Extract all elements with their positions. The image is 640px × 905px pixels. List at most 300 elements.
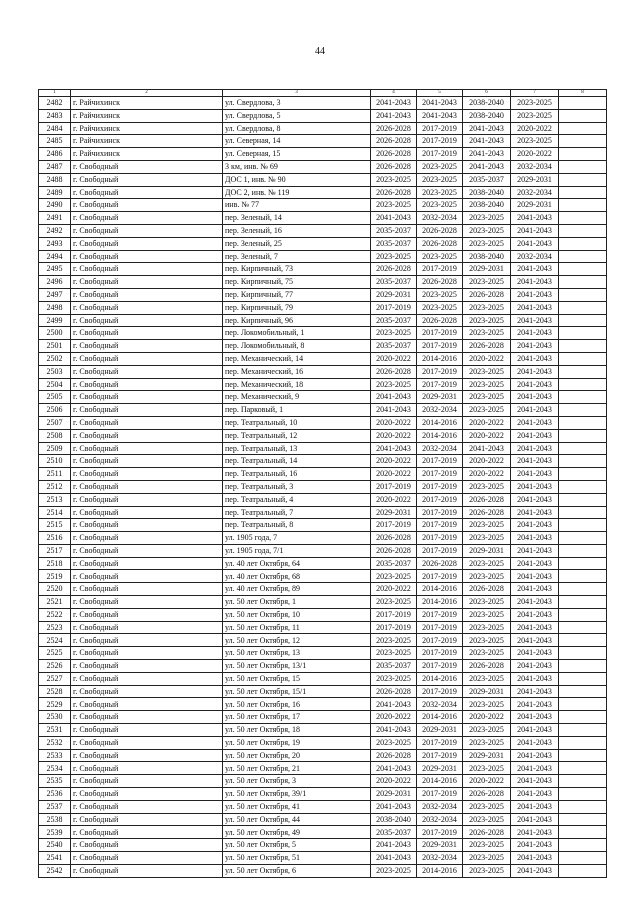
period-col7-cell: 2041-2043 <box>511 634 559 647</box>
period-col6-cell: 2020-2022 <box>463 416 511 429</box>
row-number-cell: 2525 <box>39 647 71 660</box>
table-row <box>39 301 607 314</box>
settlement-cell: г. Свободный <box>71 250 223 263</box>
period-col5-cell: 2017-2019 <box>417 122 463 135</box>
period-col5-cell: 2017-2019 <box>417 621 463 634</box>
settlement-cell: г. Свободный <box>71 327 223 340</box>
row-number-cell: 2482 <box>39 97 71 110</box>
period-col6-cell: 2029-2031 <box>463 685 511 698</box>
period-col7-cell: 2020-2022 <box>511 122 559 135</box>
period-col5-cell: 2023-2025 <box>417 250 463 263</box>
row-number-cell: 2530 <box>39 711 71 724</box>
period-col5-cell: 2032-2034 <box>417 698 463 711</box>
period-col5-cell: 2029-2031 <box>417 762 463 775</box>
period-col5-cell: 2017-2019 <box>417 480 463 493</box>
address-cell: ул. 50 лет Октября, 5 <box>223 839 371 852</box>
period-col7-cell: 2041-2043 <box>511 340 559 353</box>
row-number-cell: 2538 <box>39 813 71 826</box>
period-col7-cell: 2041-2043 <box>511 852 559 865</box>
row-number-cell: 2518 <box>39 557 71 570</box>
note-col8-cell <box>559 724 607 737</box>
period-col4-cell: 2026-2028 <box>371 135 417 148</box>
row-number-cell: 2512 <box>39 480 71 493</box>
table-row <box>39 135 607 148</box>
period-col4-cell: 2029-2031 <box>371 288 417 301</box>
row-number-cell: 2503 <box>39 365 71 378</box>
note-col8-cell <box>559 237 607 250</box>
note-col8-cell <box>559 212 607 225</box>
period-col6-cell: 2026-2028 <box>463 288 511 301</box>
period-col6-cell: 2020-2022 <box>463 711 511 724</box>
period-col5-cell: 2029-2031 <box>417 391 463 404</box>
table-row <box>39 506 607 519</box>
row-number-cell: 2541 <box>39 852 71 865</box>
note-col8-cell <box>559 762 607 775</box>
table-row <box>39 711 607 724</box>
address-cell: пер. Кирпичный, 75 <box>223 276 371 289</box>
address-cell: пер. Локомобильный, 8 <box>223 340 371 353</box>
table-row <box>39 404 607 417</box>
settlement-cell: г. Свободный <box>71 608 223 621</box>
row-number-cell: 2542 <box>39 864 71 877</box>
row-number-cell: 2515 <box>39 519 71 532</box>
period-col6-cell: 2023-2025 <box>463 621 511 634</box>
period-col4-cell: 2041-2043 <box>371 852 417 865</box>
period-col5-cell: 2041-2043 <box>417 97 463 110</box>
settlement-cell: г. Свободный <box>71 698 223 711</box>
period-col4-cell: 2026-2028 <box>371 186 417 199</box>
table-row <box>39 826 607 839</box>
period-col7-cell: 2041-2043 <box>511 468 559 481</box>
period-col5-cell: 2032-2034 <box>417 852 463 865</box>
table-row <box>39 352 607 365</box>
row-number-cell: 2523 <box>39 621 71 634</box>
address-cell: пер. Театральный, 3 <box>223 480 371 493</box>
period-col7-cell: 2041-2043 <box>511 276 559 289</box>
period-col5-cell: 2029-2031 <box>417 839 463 852</box>
period-col6-cell: 2023-2025 <box>463 736 511 749</box>
settlement-cell: г. Свободный <box>71 634 223 647</box>
row-number-cell: 2492 <box>39 224 71 237</box>
address-cell: пер. Локомобильный, 1 <box>223 327 371 340</box>
period-col6-cell: 2026-2028 <box>463 340 511 353</box>
table-row <box>39 685 607 698</box>
note-col8-cell <box>559 852 607 865</box>
settlement-cell: г. Свободный <box>71 263 223 276</box>
address-cell: ул. Свердлова, 8 <box>223 122 371 135</box>
period-col7-cell: 2041-2043 <box>511 570 559 583</box>
period-col7-cell: 2041-2043 <box>511 544 559 557</box>
note-col8-cell <box>559 224 607 237</box>
note-col8-cell <box>559 493 607 506</box>
period-col7-cell: 2041-2043 <box>511 365 559 378</box>
row-number-cell: 2517 <box>39 544 71 557</box>
period-col6-cell: 2023-2025 <box>463 813 511 826</box>
period-col4-cell: 2023-2025 <box>371 596 417 609</box>
note-col8-cell <box>559 429 607 442</box>
period-col5-cell: 2017-2019 <box>417 608 463 621</box>
note-col8-cell <box>559 570 607 583</box>
note-col8-cell <box>559 455 607 468</box>
period-col7-cell: 2023-2025 <box>511 97 559 110</box>
note-col8-cell <box>559 557 607 570</box>
settlement-cell: г. Свободный <box>71 621 223 634</box>
settlement-cell: г. Свободный <box>71 557 223 570</box>
note-col8-cell <box>559 660 607 673</box>
note-col8-cell <box>559 698 607 711</box>
period-col5-cell: 2026-2028 <box>417 224 463 237</box>
period-col4-cell: 2023-2025 <box>371 250 417 263</box>
table-row <box>39 416 607 429</box>
period-col5-cell: 2014-2016 <box>417 416 463 429</box>
table-row <box>39 237 607 250</box>
note-col8-cell <box>559 186 607 199</box>
period-col7-cell: 2041-2043 <box>511 493 559 506</box>
period-col4-cell: 2023-2025 <box>371 736 417 749</box>
row-number-cell: 2504 <box>39 378 71 391</box>
period-col5-cell: 2032-2034 <box>417 442 463 455</box>
table-row <box>39 544 607 557</box>
period-col4-cell: 2017-2019 <box>371 621 417 634</box>
period-col6-cell: 2041-2043 <box>463 160 511 173</box>
address-cell: ул. 50 лет Октября, 12 <box>223 634 371 647</box>
period-col7-cell: 2041-2043 <box>511 391 559 404</box>
address-cell: пер. Механический, 9 <box>223 391 371 404</box>
settlement-cell: г. Свободный <box>71 199 223 212</box>
period-col6-cell: 2023-2025 <box>463 404 511 417</box>
row-number-cell: 2529 <box>39 698 71 711</box>
period-col7-cell: 2041-2043 <box>511 212 559 225</box>
table-row <box>39 800 607 813</box>
table-row <box>39 327 607 340</box>
period-col7-cell: 2041-2043 <box>511 775 559 788</box>
period-col4-cell: 2038-2040 <box>371 813 417 826</box>
period-col4-cell: 2035-2037 <box>371 224 417 237</box>
note-col8-cell <box>559 416 607 429</box>
table-row <box>39 698 607 711</box>
period-col5-cell: 2017-2019 <box>417 468 463 481</box>
table-row <box>39 263 607 276</box>
address-cell: пер. Кирпичный, 77 <box>223 288 371 301</box>
table-row <box>39 608 607 621</box>
period-col6-cell: 2023-2025 <box>463 276 511 289</box>
period-col5-cell: 2017-2019 <box>417 365 463 378</box>
settlement-cell: г. Свободный <box>71 685 223 698</box>
period-col4-cell: 2017-2019 <box>371 608 417 621</box>
period-col5-cell: 2017-2019 <box>417 263 463 276</box>
period-col6-cell: 2020-2022 <box>463 455 511 468</box>
period-col5-cell: 2014-2016 <box>417 583 463 596</box>
note-col8-cell <box>559 148 607 161</box>
note-col8-cell <box>559 340 607 353</box>
period-col6-cell: 2020-2022 <box>463 429 511 442</box>
row-number-cell: 2488 <box>39 173 71 186</box>
table-row <box>39 532 607 545</box>
period-col5-cell: 2014-2016 <box>417 864 463 877</box>
period-col6-cell: 2035-2037 <box>463 173 511 186</box>
period-col7-cell: 2041-2043 <box>511 621 559 634</box>
table-row <box>39 109 607 122</box>
row-number-cell: 2528 <box>39 685 71 698</box>
column-number: 6 <box>463 90 511 97</box>
address-cell: ул. Свердлова, 3 <box>223 97 371 110</box>
note-col8-cell <box>559 788 607 801</box>
period-col5-cell: 2017-2019 <box>417 340 463 353</box>
period-col5-cell: 2017-2019 <box>417 736 463 749</box>
period-col4-cell: 2035-2037 <box>371 660 417 673</box>
period-col4-cell: 2023-2025 <box>371 570 417 583</box>
period-col7-cell: 2041-2043 <box>511 660 559 673</box>
period-col5-cell: 2017-2019 <box>417 506 463 519</box>
period-col4-cell: 2035-2037 <box>371 237 417 250</box>
address-cell: ул. 50 лет Октября, 16 <box>223 698 371 711</box>
address-cell: ул. Северная, 14 <box>223 135 371 148</box>
table-row <box>39 314 607 327</box>
row-number-cell: 2484 <box>39 122 71 135</box>
note-col8-cell <box>559 506 607 519</box>
row-number-cell: 2491 <box>39 212 71 225</box>
settlement-cell: г. Свободный <box>71 288 223 301</box>
table-row <box>39 736 607 749</box>
row-number-cell: 2486 <box>39 148 71 161</box>
period-col4-cell: 2023-2025 <box>371 327 417 340</box>
period-col5-cell: 2032-2034 <box>417 404 463 417</box>
address-cell: пер. Механический, 16 <box>223 365 371 378</box>
table-row <box>39 212 607 225</box>
settlement-cell: г. Свободный <box>71 352 223 365</box>
table-row <box>39 442 607 455</box>
table-row <box>39 288 607 301</box>
period-col6-cell: 2029-2031 <box>463 544 511 557</box>
period-col7-cell: 2041-2043 <box>511 532 559 545</box>
settlement-cell: г. Свободный <box>71 826 223 839</box>
address-cell: пер. Театральный, 4 <box>223 493 371 506</box>
period-col5-cell: 2032-2034 <box>417 212 463 225</box>
table-row <box>39 429 607 442</box>
table-row <box>39 97 607 110</box>
note-col8-cell <box>559 314 607 327</box>
settlement-cell: г. Свободный <box>71 711 223 724</box>
period-col5-cell: 2017-2019 <box>417 749 463 762</box>
column-number: 8 <box>559 90 607 97</box>
table-row <box>39 480 607 493</box>
period-col7-cell: 2041-2043 <box>511 519 559 532</box>
period-col4-cell: 2020-2022 <box>371 416 417 429</box>
column-number: 7 <box>511 90 559 97</box>
row-number-cell: 2493 <box>39 237 71 250</box>
row-number-cell: 2511 <box>39 468 71 481</box>
row-number-cell: 2505 <box>39 391 71 404</box>
address-cell: ул. 50 лет Октября, 6 <box>223 864 371 877</box>
period-col6-cell: 2023-2025 <box>463 314 511 327</box>
period-col5-cell: 2026-2028 <box>417 237 463 250</box>
column-number: 4 <box>371 90 417 97</box>
settlement-cell: г. Свободный <box>71 480 223 493</box>
period-col5-cell: 2026-2028 <box>417 314 463 327</box>
row-number-cell: 2519 <box>39 570 71 583</box>
period-col4-cell: 2041-2043 <box>371 404 417 417</box>
row-number-cell: 2509 <box>39 442 71 455</box>
period-col5-cell: 2017-2019 <box>417 519 463 532</box>
period-col4-cell: 2020-2022 <box>371 455 417 468</box>
address-cell: ул. 50 лет Октября, 20 <box>223 749 371 762</box>
note-col8-cell <box>559 826 607 839</box>
period-col4-cell: 2029-2031 <box>371 788 417 801</box>
period-col7-cell: 2041-2043 <box>511 685 559 698</box>
table-row <box>39 788 607 801</box>
period-col4-cell: 2020-2022 <box>371 775 417 788</box>
period-col5-cell: 2014-2016 <box>417 711 463 724</box>
table-row <box>39 583 607 596</box>
period-col6-cell: 2020-2022 <box>463 775 511 788</box>
period-col7-cell: 2041-2043 <box>511 288 559 301</box>
table-row <box>39 148 607 161</box>
settlement-cell: г. Свободный <box>71 276 223 289</box>
note-col8-cell <box>559 160 607 173</box>
period-col7-cell: 2041-2043 <box>511 404 559 417</box>
period-col6-cell: 2023-2025 <box>463 672 511 685</box>
period-col6-cell: 2023-2025 <box>463 365 511 378</box>
settlement-cell: г. Свободный <box>71 391 223 404</box>
settlement-cell: г. Свободный <box>71 301 223 314</box>
note-col8-cell <box>559 404 607 417</box>
row-number-cell: 2500 <box>39 327 71 340</box>
period-col7-cell: 2041-2043 <box>511 352 559 365</box>
address-cell: пер. Театральный, 14 <box>223 455 371 468</box>
period-col5-cell: 2017-2019 <box>417 647 463 660</box>
period-col4-cell: 2023-2025 <box>371 864 417 877</box>
address-cell: ул. 50 лет Октября, 17 <box>223 711 371 724</box>
period-col6-cell: 2023-2025 <box>463 519 511 532</box>
period-col7-cell: 2041-2043 <box>511 711 559 724</box>
table-row <box>39 276 607 289</box>
settlement-cell: г. Райчихинск <box>71 135 223 148</box>
note-col8-cell <box>559 109 607 122</box>
row-number-cell: 2514 <box>39 506 71 519</box>
period-col6-cell: 2038-2040 <box>463 97 511 110</box>
period-col4-cell: 2017-2019 <box>371 480 417 493</box>
settlement-cell: г. Свободный <box>71 788 223 801</box>
period-col4-cell: 2023-2025 <box>371 199 417 212</box>
address-cell: ул. 50 лет Октября, 13/1 <box>223 660 371 673</box>
period-col4-cell: 2041-2043 <box>371 839 417 852</box>
note-col8-cell <box>559 276 607 289</box>
period-col5-cell: 2014-2016 <box>417 775 463 788</box>
table-row <box>39 647 607 660</box>
period-col4-cell: 2041-2043 <box>371 698 417 711</box>
note-col8-cell <box>559 532 607 545</box>
period-col4-cell: 2041-2043 <box>371 800 417 813</box>
period-col6-cell: 2023-2025 <box>463 608 511 621</box>
period-col4-cell: 2023-2025 <box>371 647 417 660</box>
period-col5-cell: 2017-2019 <box>417 148 463 161</box>
note-col8-cell <box>559 608 607 621</box>
period-col7-cell: 2029-2031 <box>511 173 559 186</box>
note-col8-cell <box>559 173 607 186</box>
period-col6-cell: 2038-2040 <box>463 199 511 212</box>
period-col4-cell: 2020-2022 <box>371 583 417 596</box>
note-col8-cell <box>559 864 607 877</box>
table-row <box>39 365 607 378</box>
period-col7-cell: 2041-2043 <box>511 224 559 237</box>
address-cell: ул. 50 лет Октября, 13 <box>223 647 371 660</box>
period-col4-cell: 2041-2043 <box>371 442 417 455</box>
note-col8-cell <box>559 391 607 404</box>
period-col7-cell: 2032-2034 <box>511 160 559 173</box>
note-col8-cell <box>559 135 607 148</box>
period-col7-cell: 2032-2034 <box>511 186 559 199</box>
period-col6-cell: 2038-2040 <box>463 109 511 122</box>
period-col7-cell: 2041-2043 <box>511 864 559 877</box>
table-row <box>39 455 607 468</box>
period-col7-cell: 2041-2043 <box>511 826 559 839</box>
note-col8-cell <box>559 250 607 263</box>
note-col8-cell <box>559 839 607 852</box>
period-col6-cell: 2023-2025 <box>463 557 511 570</box>
address-cell: пер. Кирпичный, 96 <box>223 314 371 327</box>
settlement-cell: г. Свободный <box>71 864 223 877</box>
table-row <box>39 186 607 199</box>
row-number-cell: 2522 <box>39 608 71 621</box>
period-col6-cell: 2023-2025 <box>463 391 511 404</box>
column-number: 3 <box>223 90 371 97</box>
settlement-cell: г. Свободный <box>71 800 223 813</box>
address-cell: пер. Зеленый, 25 <box>223 237 371 250</box>
period-col4-cell: 2041-2043 <box>371 724 417 737</box>
period-col5-cell: 2017-2019 <box>417 544 463 557</box>
period-col4-cell: 2035-2037 <box>371 314 417 327</box>
settlement-cell: г. Свободный <box>71 455 223 468</box>
period-col6-cell: 2029-2031 <box>463 749 511 762</box>
period-col7-cell: 2029-2031 <box>511 199 559 212</box>
note-col8-cell <box>559 199 607 212</box>
period-col4-cell: 2035-2037 <box>371 557 417 570</box>
period-col6-cell: 2023-2025 <box>463 237 511 250</box>
settlement-cell: г. Райчихинск <box>71 109 223 122</box>
period-col6-cell: 2023-2025 <box>463 596 511 609</box>
settlement-cell: г. Свободный <box>71 429 223 442</box>
period-col5-cell: 2014-2016 <box>417 596 463 609</box>
period-col4-cell: 2026-2028 <box>371 263 417 276</box>
period-col5-cell: 2023-2025 <box>417 173 463 186</box>
settlement-cell: г. Свободный <box>71 544 223 557</box>
period-col7-cell: 2041-2043 <box>511 647 559 660</box>
settlement-cell: г. Свободный <box>71 160 223 173</box>
row-number-cell: 2494 <box>39 250 71 263</box>
period-col6-cell: 2023-2025 <box>463 762 511 775</box>
address-cell: 3 км, инв. № 69 <box>223 160 371 173</box>
period-col4-cell: 2041-2043 <box>371 97 417 110</box>
note-col8-cell <box>559 634 607 647</box>
address-cell: пер. Зеленый, 14 <box>223 212 371 225</box>
period-col6-cell: 2023-2025 <box>463 212 511 225</box>
period-col4-cell: 2035-2037 <box>371 340 417 353</box>
settlement-cell: г. Свободный <box>71 378 223 391</box>
settlement-cell: г. Свободный <box>71 416 223 429</box>
row-number-cell: 2498 <box>39 301 71 314</box>
period-col5-cell: 2041-2043 <box>417 109 463 122</box>
table-row <box>39 391 607 404</box>
note-col8-cell <box>559 711 607 724</box>
row-number-cell: 2521 <box>39 596 71 609</box>
period-col7-cell: 2041-2043 <box>511 429 559 442</box>
row-number-cell: 2495 <box>39 263 71 276</box>
note-col8-cell <box>559 775 607 788</box>
settlement-cell: г. Свободный <box>71 493 223 506</box>
row-number-cell: 2497 <box>39 288 71 301</box>
table-row <box>39 621 607 634</box>
settlement-cell: г. Свободный <box>71 839 223 852</box>
